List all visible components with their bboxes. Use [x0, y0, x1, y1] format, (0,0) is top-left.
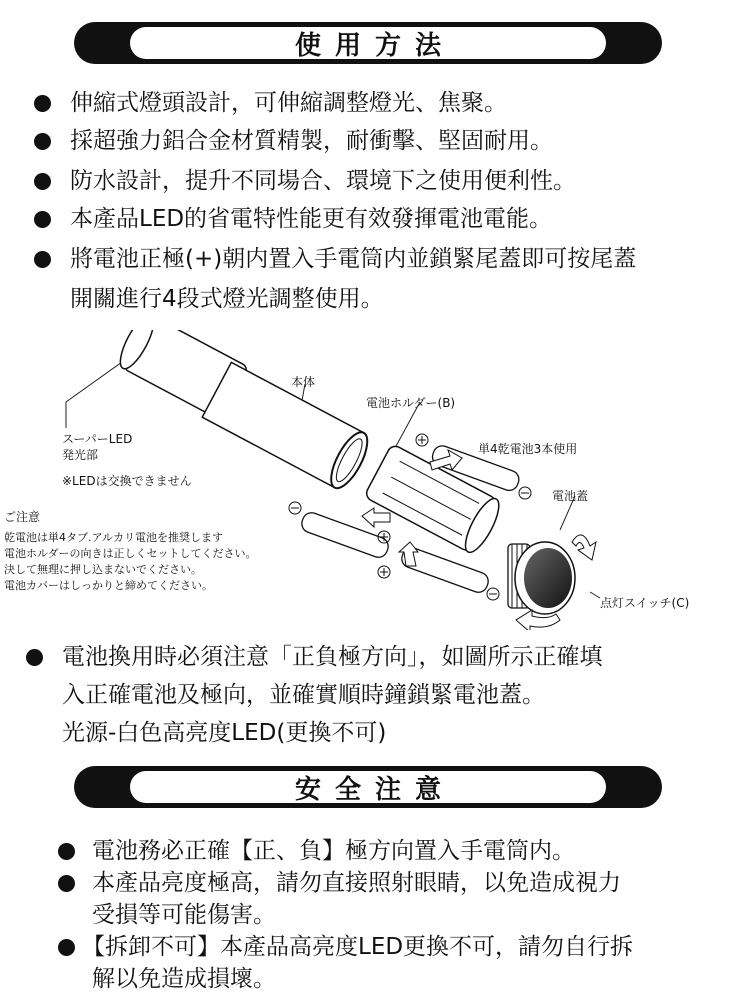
safety-header-title: 安全注意 [294, 774, 455, 805]
light-source-text: 光源-白色高亮度LED(更換不可) [62, 720, 387, 746]
safety-item-text: 解以免造成損壞。 [92, 966, 276, 992]
label-battery-cap: 電池蓋 [552, 489, 589, 503]
caution-line: 決して無理に押し込まないでください。 [4, 563, 202, 576]
label-battery-holder: 電池ホルダー(B) [366, 396, 456, 410]
safety-header-pill [130, 771, 606, 803]
label-body: 本体 [291, 375, 316, 389]
safety-header-banner [74, 766, 662, 808]
safety-item-text: 本產品亮度極高，請勿直接照射眼睛，以免造成視力 [92, 870, 621, 896]
usage-item-text: 本產品LED的省電特性能更有效發揮電池電能。 [70, 206, 553, 232]
usage-item-text: 防水設計，提升不同場合、環境下之使用便利性。 [70, 168, 576, 194]
battery-note-text: 電池換用時必須注意「正負極方向」，如圖所示正確填 [62, 644, 603, 670]
bullet-dot [26, 649, 43, 666]
bullet-dot [34, 173, 51, 190]
bullet-dot [34, 251, 51, 268]
label-power-switch: 点灯スイッチ(C) [600, 596, 690, 610]
label-led-not-replaceable: ※LEDは交換できません [62, 474, 192, 488]
bullet-dot [34, 95, 51, 112]
label-super-led: スーパーLED [62, 432, 133, 446]
safety-item-text: 電池務必正確【正、負】極方向置入手電筒内。 [92, 838, 575, 864]
battery-cap-drawing [508, 542, 575, 614]
battery-note-text: 入正確電池及極向，並確實順時鐘鎖緊電池蓋。 [62, 682, 545, 708]
switch-leader-line [590, 592, 600, 598]
label-aaa-batteries: 単4乾電池3本使用 [478, 442, 578, 456]
flashlight-body [202, 362, 374, 493]
usage-item-text: 伸縮式燈頭設計，可伸縮調整燈光、焦聚。 [70, 90, 507, 116]
caution-line: 電池カバーはしっかりと締めてください。 [4, 579, 213, 592]
safety-item-text: 受損等可能傷害。 [92, 902, 276, 928]
safety-item-text: 【拆卸不可】本產品高亮度LED更換不可，請勿自行拆 [82, 934, 634, 960]
usage-header-banner [74, 22, 662, 64]
bullet-dot [58, 875, 75, 892]
bullet-dot [58, 843, 75, 860]
usage-item-text: 開關進行4段式燈光調整使用。 [70, 286, 384, 312]
caution-line: 乾電池は単4タブ.アルカリ電池を推奨します [4, 531, 224, 544]
usage-header-pill [130, 27, 606, 59]
insert-arrow-mid [362, 508, 390, 527]
caution-line: 電池ホルダーの向きは正しくセットしてください。 [4, 547, 257, 560]
bullet-dot [34, 133, 51, 150]
usage-header-title: 使用方法 [294, 30, 455, 61]
usage-item-text: 將電池正極(+)朝内置入手電筒内並鎖緊尾蓋即可按尾蓋 [70, 246, 637, 272]
bullet-dot [58, 939, 75, 956]
bullet-dot [34, 211, 51, 228]
label-light-emitter: 発光部 [62, 448, 99, 462]
rotation-arrow-top [572, 535, 596, 560]
caution-title: ご注意 [4, 510, 41, 524]
usage-item-text: 採超強力鋁合金材質精製，耐衝擊、堅固耐用。 [70, 128, 553, 154]
